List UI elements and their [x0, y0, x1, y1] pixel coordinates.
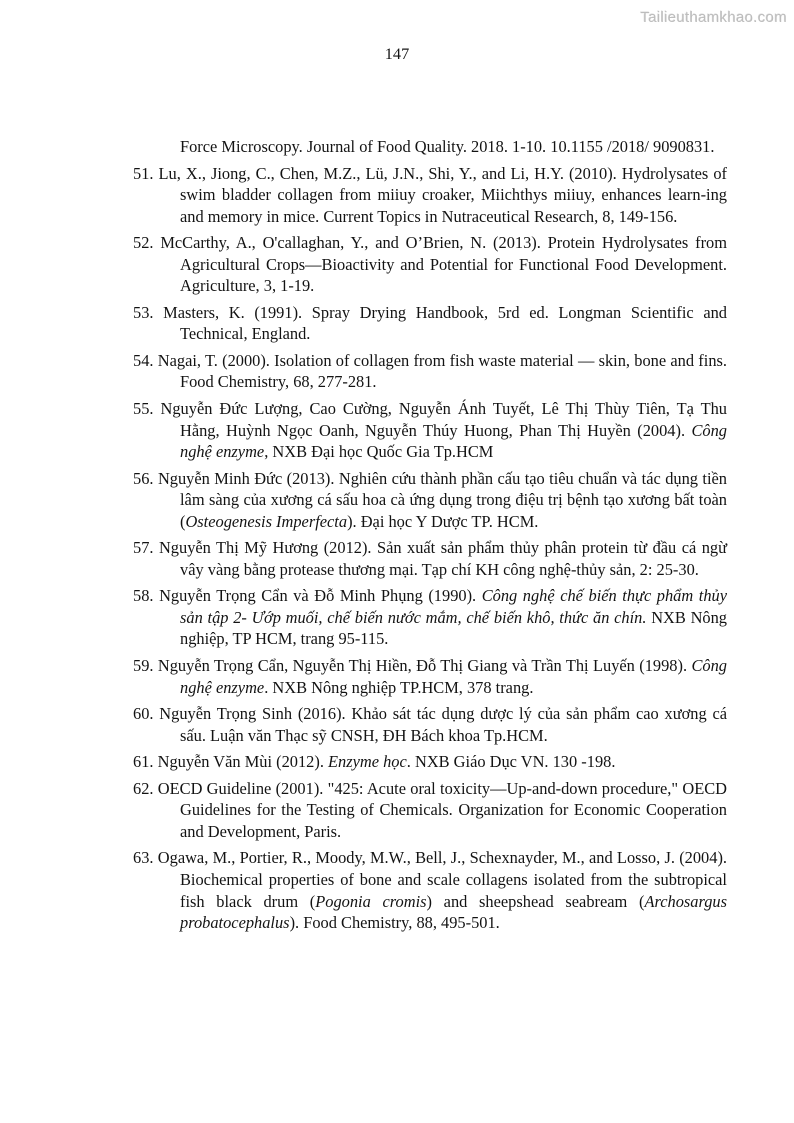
reference-text: Nguyễn Đức Lượng, Cao Cường, Nguyễn Ánh Tuyết, Lê Thị Thùy Tiên, Tạ Thu Hằng, Huỳnh Ngọc Oanh, Nguyễn Thúy Huong, Phan Thị Huyền (2004). — [160, 399, 727, 440]
reference-text-italic: Công nghệ enzyme — [180, 656, 727, 697]
reference-number: 54. — [133, 350, 154, 370]
reference-text: ). Food Chemistry, 88, 495-501. — [289, 913, 500, 933]
reference-text-italic: Enzyme học — [328, 752, 407, 772]
reference-text: Nguyễn Thị Mỹ Hương (2012). Sản xuất sản phẩm thủy phân protein từ đầu cá ngừ vây vàng bằng protease thương mại. Tạp chí KH công nghệ-thủy sản, 2: 25-30. — [158, 538, 727, 579]
reference-number: 61. — [133, 752, 154, 772]
reference-number: 60. — [133, 704, 154, 724]
reference-number: 62. — [133, 778, 154, 798]
reference-text: McCarthy, A., O'callaghan, Y., and O’Brien, N. (2013). Protein Hydrolysates from Agricultural Crops—Bioactivity and Potential for Functional Food Development. Agriculture, 3, 1-19. — [160, 233, 727, 296]
reference-item — [133, 350, 727, 393]
reference-item — [133, 751, 727, 773]
reference-item — [133, 847, 727, 933]
reference-text-italic: Pogonia cromis — [315, 891, 427, 911]
reference-text-italic: Công nghệ enzyme — [180, 420, 727, 462]
reference-text-italic: Công nghệ chế biến thực phẩm thủy sản tập 2- Ướp muối, chế biến nước mắm, chế biến khô, thức ăn chín. — [180, 586, 727, 627]
reference-text: Nguyễn Văn Mùi (2012). — [157, 752, 329, 772]
reference-number: 55. — [133, 399, 154, 419]
reference-item — [133, 655, 727, 698]
reference-number: 57. — [133, 538, 154, 558]
reference-text: Nguyễn Minh Đức (2013). Nghiên cứu thành phần cấu tạo tiêu chuẩn và tác dụng tiền lâm sàng của xương cá sấu hoa cà ứng dụng trong điệu trị bệnh tạo xương bất toàn ( — [157, 468, 727, 531]
reference-text: Nagai, T. (2000). Isolation of collagen from fish waste material — skin, bone and fins. Food Chemistry, 68, 277-281. — [157, 350, 727, 392]
reference-number: 53. — [133, 302, 154, 322]
reference-text: , NXB Đại học Quốc Gia Tp.HCM — [264, 442, 494, 462]
reference-text: . NXB Giáo Dục VN. 130 -198. — [406, 752, 616, 772]
reference-item — [133, 163, 727, 228]
page-number: 147 — [384, 44, 410, 63]
reference-text-italic: Archosargus probatocephalus — [180, 891, 727, 933]
reference-number: 51. — [133, 163, 154, 183]
reference-item — [133, 778, 727, 843]
reference-text: Lu, X., Jiong, C., Chen, M.Z., Lü, J.N., Shi, Y., and Li, H.Y. (2010). Hydrolysates of swim bladder collagen from miiuy croaker, Miichthys miiuy, enhances learn-ing and memory in mice. Current Topics in Nutraceutical Research, 8, 149-156. — [158, 163, 727, 226]
reference-number: 59. — [133, 656, 154, 676]
reference-text: ) and sheepshead seabream ( — [426, 891, 645, 911]
reference-item — [133, 398, 727, 463]
reference-text: Nguyễn Trọng Cẩn, Nguyễn Thị Hiền, Đỗ Thị Giang và Trần Thị Luyến (1998). — [157, 656, 692, 676]
reference-item — [133, 232, 727, 297]
reference-number: 58. — [133, 586, 154, 606]
reference-item — [133, 585, 727, 650]
reference-text: Nguyễn Trọng Sinh (2016). Khảo sát tác dụng dược lý của sản phẩm cao xương cá sấu. Luận văn Thạc sỹ CNSH, ĐH Bách khoa Tp.HCM. — [159, 704, 727, 745]
reference-list — [133, 136, 727, 939]
reference-text: NXB Nông nghiệp, TP HCM, trang 95-115. — [180, 607, 727, 649]
reference-text: Nguyễn Trọng Cẩn và Đỗ Minh Phụng (1990). — [159, 586, 482, 606]
reference-item — [133, 703, 727, 746]
reference-number: 52. — [133, 233, 154, 253]
reference-text: OECD Guideline (2001). "425: Acute oral toxicity—Up-and-down procedure," OECD Guidelines for the Testing of Chemicals. Organization for Economic Cooperation and Development, Paris. — [157, 778, 727, 841]
reference-text-italic: Osteogenesis Imperfecta — [185, 511, 348, 531]
reference-number: 56. — [133, 468, 154, 488]
reference-text: Force Microscopy. Journal of Food Quality. 2018. 1-10. 10.1155 /2018/ 9090831. — [180, 137, 715, 156]
reference-text: Masters, K. (1991). Spray Drying Handbook, 5rd ed. Longman Scientific and Technical, England. — [163, 302, 727, 344]
reference-item — [133, 468, 727, 533]
reference-text: Ogawa, M., Portier, R., Moody, M.W., Bell, J., Schexnayder, M., and Losso, J. (2004). Biochemical properties of bone and scale collagens isolated from the subtropical fish black drum ( — [157, 848, 727, 911]
reference-number: 63. — [133, 848, 154, 868]
reference-item — [133, 136, 727, 158]
reference-item — [133, 537, 727, 580]
reference-item — [133, 302, 727, 345]
site-watermark: Tailieuthamkhao.com — [640, 9, 787, 26]
reference-text: ). Đại học Y Dược TP. HCM. — [347, 511, 539, 531]
reference-text: . NXB Nông nghiệp TP.HCM, 378 trang. — [264, 677, 534, 697]
